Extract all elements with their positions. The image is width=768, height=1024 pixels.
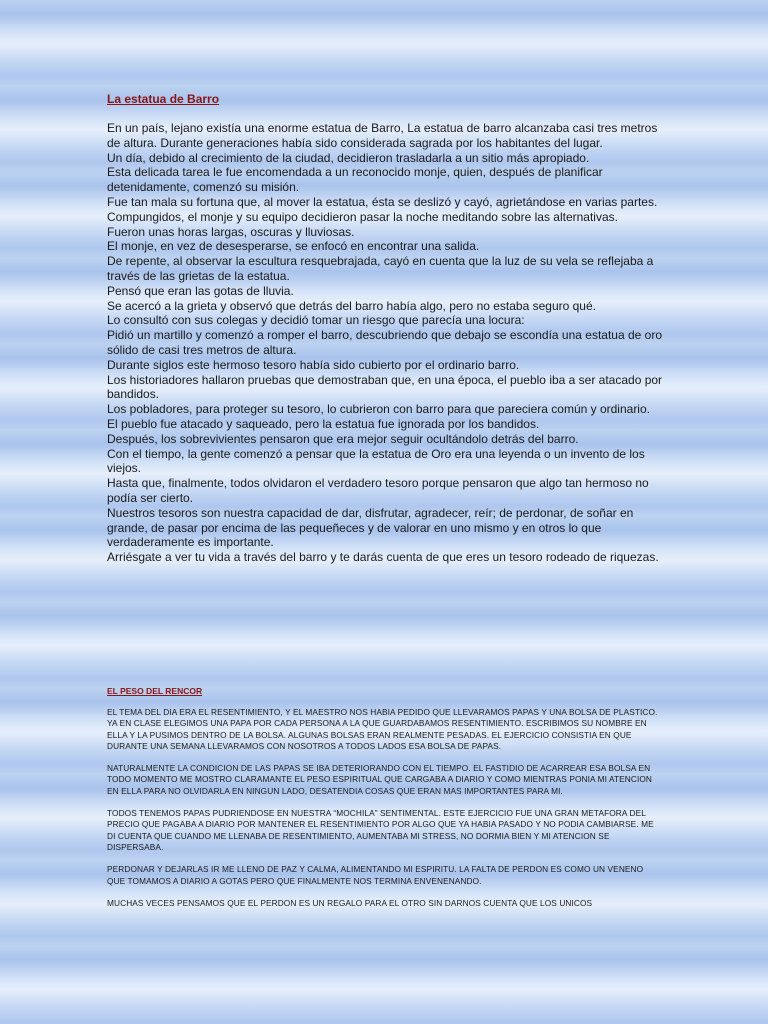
- story-line: El monje, en vez de desesperarse, se enfocó en encontrar una salida.: [107, 239, 480, 254]
- story-line: De repente, al observar la escultura resquebrajada, cayó en cuenta que la luz de su vela se reflejaba a través de las grietas de la estatua.: [107, 254, 654, 283]
- story-line: El pueblo fue atacado y saqueado, pero la estatua fue ignorada por los bandidos.: [107, 416, 540, 431]
- story-line: Fueron unas horas largas, oscuras y lluviosas.: [107, 224, 355, 239]
- story-line: Nuestros tesoros son nuestra capacidad de dar, disfrutar, agradecer, reír; de perdonar, de soñar en grande, de pasar por encima de las pequeñeces y de valorar en uno mismo y en otros lo que verdaderamente es importante.: [107, 505, 634, 550]
- story-paragraph: NATURALMENTE LA CONDICION DE LAS PAPAS SE IBA DETERIORANDO CON EL TIEMPO. EL FASTIDIO DE ACARREAR ESA BOLSA EN TODO MOMENTO ME MOSTRO CLARAMANTE EL PESO ESPIRITUAL QUE CARGABA A DIARIO Y COMO MIENTRAS PONIA MI ATENCION EN ELLA PARA NO OLVIDARLA EN NINGUN LADO, DESATENDIA COSAS QUE ERAN MAS IMPORTANTES PARA MI.: [107, 763, 653, 796]
- story-line: Hasta que, finalmente, todos olvidaron el verdadero tesoro porque pensaron que algo tan hermoso no podía ser cierto.: [107, 476, 649, 505]
- story-line: Los pobladores, para proteger su tesoro, lo cubrieron con barro para que pareciera común y ordinario.: [107, 402, 650, 417]
- story-body: [107, 121, 663, 565]
- story-paragraph: PERDONAR Y DEJARLAS IR ME LLENO DE PAZ Y CALMA, ALIMENTANDO MI ESPIRITU. LA FALTA DE PERDON ES COMO UN VENENO QUE TOMAMOS A DIARIO A GOTAS PERO QUE FINALMENTE NOS TERMINA ENVENENANDO.: [107, 864, 644, 886]
- story-line: Después, los sobrevivientes pensaron que era mejor seguir ocultándolo detrás del barro.: [107, 431, 579, 446]
- story-la-estatua-de-barro: [107, 90, 663, 565]
- story-line: En un país, lejano existía una enorme estatua de Barro, La estatua de barro alcanzaba casi tres metros de altura. Durante generaciones había sido considerada sagrada por los habitantes del lugar.: [107, 121, 658, 150]
- story-line: Esta delicada tarea le fue encomendada a un reconocido monje, quien, después de planificar detenidamente, comenzó su misión.: [107, 165, 603, 195]
- story-line: Durante siglos este hermoso tesoro había sido cubierto por el ordinario barro.: [107, 357, 520, 372]
- story-paragraph: TODOS TENEMOS PAPAS PUDRIENDOSE EN NUESTRA “MOCHILA” SENTIMENTAL. ESTE EJERCICIO FUE UNA GRAN METAFORA DEL PRECIO QUE PAGABA A DIARIO POR MANTENER EL RESENTIMIENTO POR ALGO QUE YA HABIA PASADO Y NO PODIA CAMBIARSE. ME DI CUENTA QUE CUANDO ME LLENABA DE RESENTIMIENTO, AUMENTABA MI STRESS, NO DORMIA BIEN Y MI ATENCION SE DISPERSABA.: [107, 808, 654, 852]
- story-line: Se acercó a la grieta y observó que detrás del barro había algo, pero no estaba seguro qué.: [107, 298, 596, 313]
- story-line: Lo consultó con sus colegas y decidió tomar un riesgo que parecía una locura:: [107, 313, 525, 328]
- story-line: Arriésgate a ver tu vida a través del barro y te darás cuenta de que eres un tesoro rodeado de riquezas.: [107, 550, 659, 565]
- story-line: Con el tiempo, la gente comenzó a pensar que la estatua de Oro era una leyenda o un invento de los viejos.: [107, 446, 645, 476]
- story-line: Compungidos, el monje y su equipo decidieron pasar la noche meditando sobre las alternativas.: [107, 209, 618, 224]
- story-title: La estatua de Barro: [107, 92, 220, 106]
- story-line: Un día, debido al crecimiento de la ciudad, decidieron trasladarla a un sitio más apropiado.: [107, 150, 590, 165]
- story-paragraph: MUCHAS VECES PENSAMOS QUE EL PERDON ES UN REGALO PARA EL OTRO SIN DARNOS CUENTA QUE LOS UNICOS: [107, 897, 593, 908]
- story-title: EL PESO DEL RENCOR: [107, 686, 203, 696]
- story-el-peso-del-rencor: [107, 681, 663, 920]
- story-line: Pensó que eran las gotas de lluvia.: [107, 283, 294, 298]
- story-line: Fue tan mala su fortuna que, al mover la estatua, ésta se deslizó y cayó, agrietándose en varias partes.: [107, 194, 658, 209]
- story-line: Pidió un martillo y comenzó a romper el barro, descubriendo que debajo se escondía una estatua de oro sólido de casi tres metros de altura.: [107, 328, 663, 357]
- story-paragraph: EL TEMA DEL DIA ERA EL RESENTIMIENTO, Y EL MAESTRO NOS HABIA PEDIDO QUE LLEVARAMOS PAPAS Y UNA BOLSA DE PLASTICO. YA EN CLASE ELEGIMOS UNA PAPA POR CADA PERSONA A LA QUE GUARDABAMOS RESENTIMIENTO. ESCRIBIMOS SU NOMBRE EN ELLA Y LA PUSIMOS DENTRO DE LA BOLSA. ALGUNAS BOLSAS ERAN REALMENTE PESADAS. EL EJERCICIO CONSISTIA EN QUE DURANTE UNA SEMANA LLEVARAMOS CON NOSOTROS A TODOS LADOS ESA BOLSA DE PAPAS.: [107, 707, 658, 751]
- story-line: Los historiadores hallaron pruebas que demostraban que, en una época, el pueblo iba a ser atacado por bandidos.: [107, 372, 663, 402]
